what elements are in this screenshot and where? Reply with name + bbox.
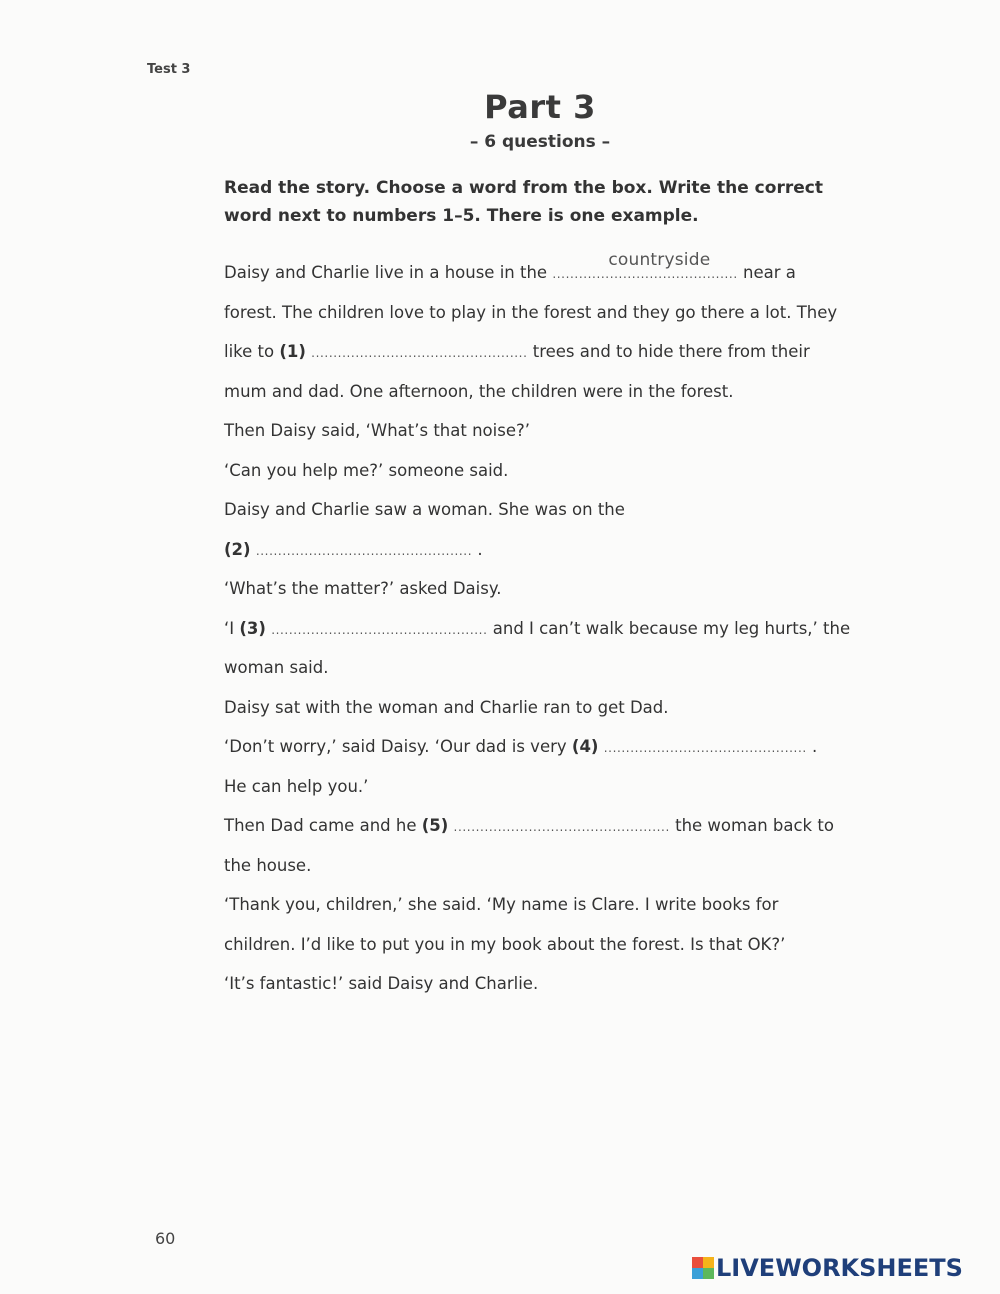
story-line-1: Daisy and Charlie live in a house in the .......................................... countryside near a: [224, 253, 874, 293]
story-line-10: ‘I (3) ................................................. and I can’t walk because my leg hurts,’ the: [224, 609, 874, 649]
brand-icon-square-blue: [692, 1268, 703, 1279]
story-line-14: He can help you.’: [224, 776, 369, 796]
answer-blank-4[interactable]: ..............................................: [603, 741, 807, 755]
question-5-number: (5): [421, 816, 449, 835]
liveworksheets-logo[interactable]: [692, 1253, 963, 1283]
story-line-6: ‘Can you help me?’ someone said.: [224, 460, 509, 480]
answer-blank-1[interactable]: .................................................: [311, 346, 528, 360]
story-line-12: Daisy sat with the woman and Charlie ran to get Dad.: [224, 697, 669, 717]
story-line-7: Daisy and Charlie saw a woman. She was on the: [224, 500, 625, 519]
liveworksheets-icon: [692, 1257, 714, 1279]
instructions-line-2: word next to numbers 1–5. There is one example.: [224, 206, 699, 226]
answer-blank-2[interactable]: .................................................: [255, 543, 473, 558]
instructions: [224, 174, 864, 230]
brand-text: LIVEWORKSHEETS: [716, 1254, 963, 1282]
page-number: 60: [155, 1229, 176, 1248]
story-line-13: ‘Don’t worry,’ said Daisy. ‘Our dad is very (4) .............................................. .: [224, 727, 874, 767]
part-title: Part 3: [484, 88, 596, 126]
story-line-17: ‘Thank you, children,’ she said. ‘My name is Clare. I write books for: [224, 895, 779, 914]
part-subtitle: – 6 questions –: [469, 132, 611, 152]
story-line-3: like to (1) ................................................. trees and to hide there from their: [224, 332, 874, 372]
story-line-18: children. I’d like to put you in my book about the forest. Is that OK?’: [224, 934, 786, 954]
question-1-number: (1): [279, 342, 306, 361]
story-line-9: ‘What’s the matter?’ asked Daisy.: [224, 579, 502, 598]
story-line-2: forest. The children love to play in the forest and they go there a lot. They: [224, 302, 838, 322]
answer-blank-5[interactable]: .................................................: [453, 820, 670, 834]
example-answer-blank: .......................................... countryside: [552, 255, 737, 295]
question-2-number: (2): [224, 539, 251, 559]
story-line-4: mum and dad. One afternoon, the children were in the forest.: [224, 381, 734, 401]
brand-icon-square-yellow: [703, 1257, 714, 1268]
answer-blank-3[interactable]: .................................................: [271, 622, 488, 637]
story-line-8: (2) ................................................. .: [224, 530, 874, 570]
example-answer: countryside: [608, 250, 711, 270]
story-text: [224, 250, 874, 1004]
question-4-number: (4): [571, 737, 599, 756]
story-line-11: woman said.: [224, 658, 329, 677]
brand-icon-square-red: [692, 1257, 703, 1268]
test-label: Test 3: [147, 62, 191, 77]
question-3-number: (3): [239, 618, 266, 638]
story-line-19: ‘It’s fantastic!’ said Daisy and Charlie.: [224, 974, 539, 993]
instructions-line-1: Read the story. Choose a word from the box. Write the correct: [224, 178, 823, 198]
brand-icon-square-green: [703, 1268, 714, 1279]
story-line-16: the house.: [224, 855, 312, 875]
story-line-15: Then Dad came and he (5) ................................................. the woman back to: [224, 806, 874, 846]
story-line-5: Then Daisy said, ‘What’s that noise?’: [224, 421, 530, 440]
